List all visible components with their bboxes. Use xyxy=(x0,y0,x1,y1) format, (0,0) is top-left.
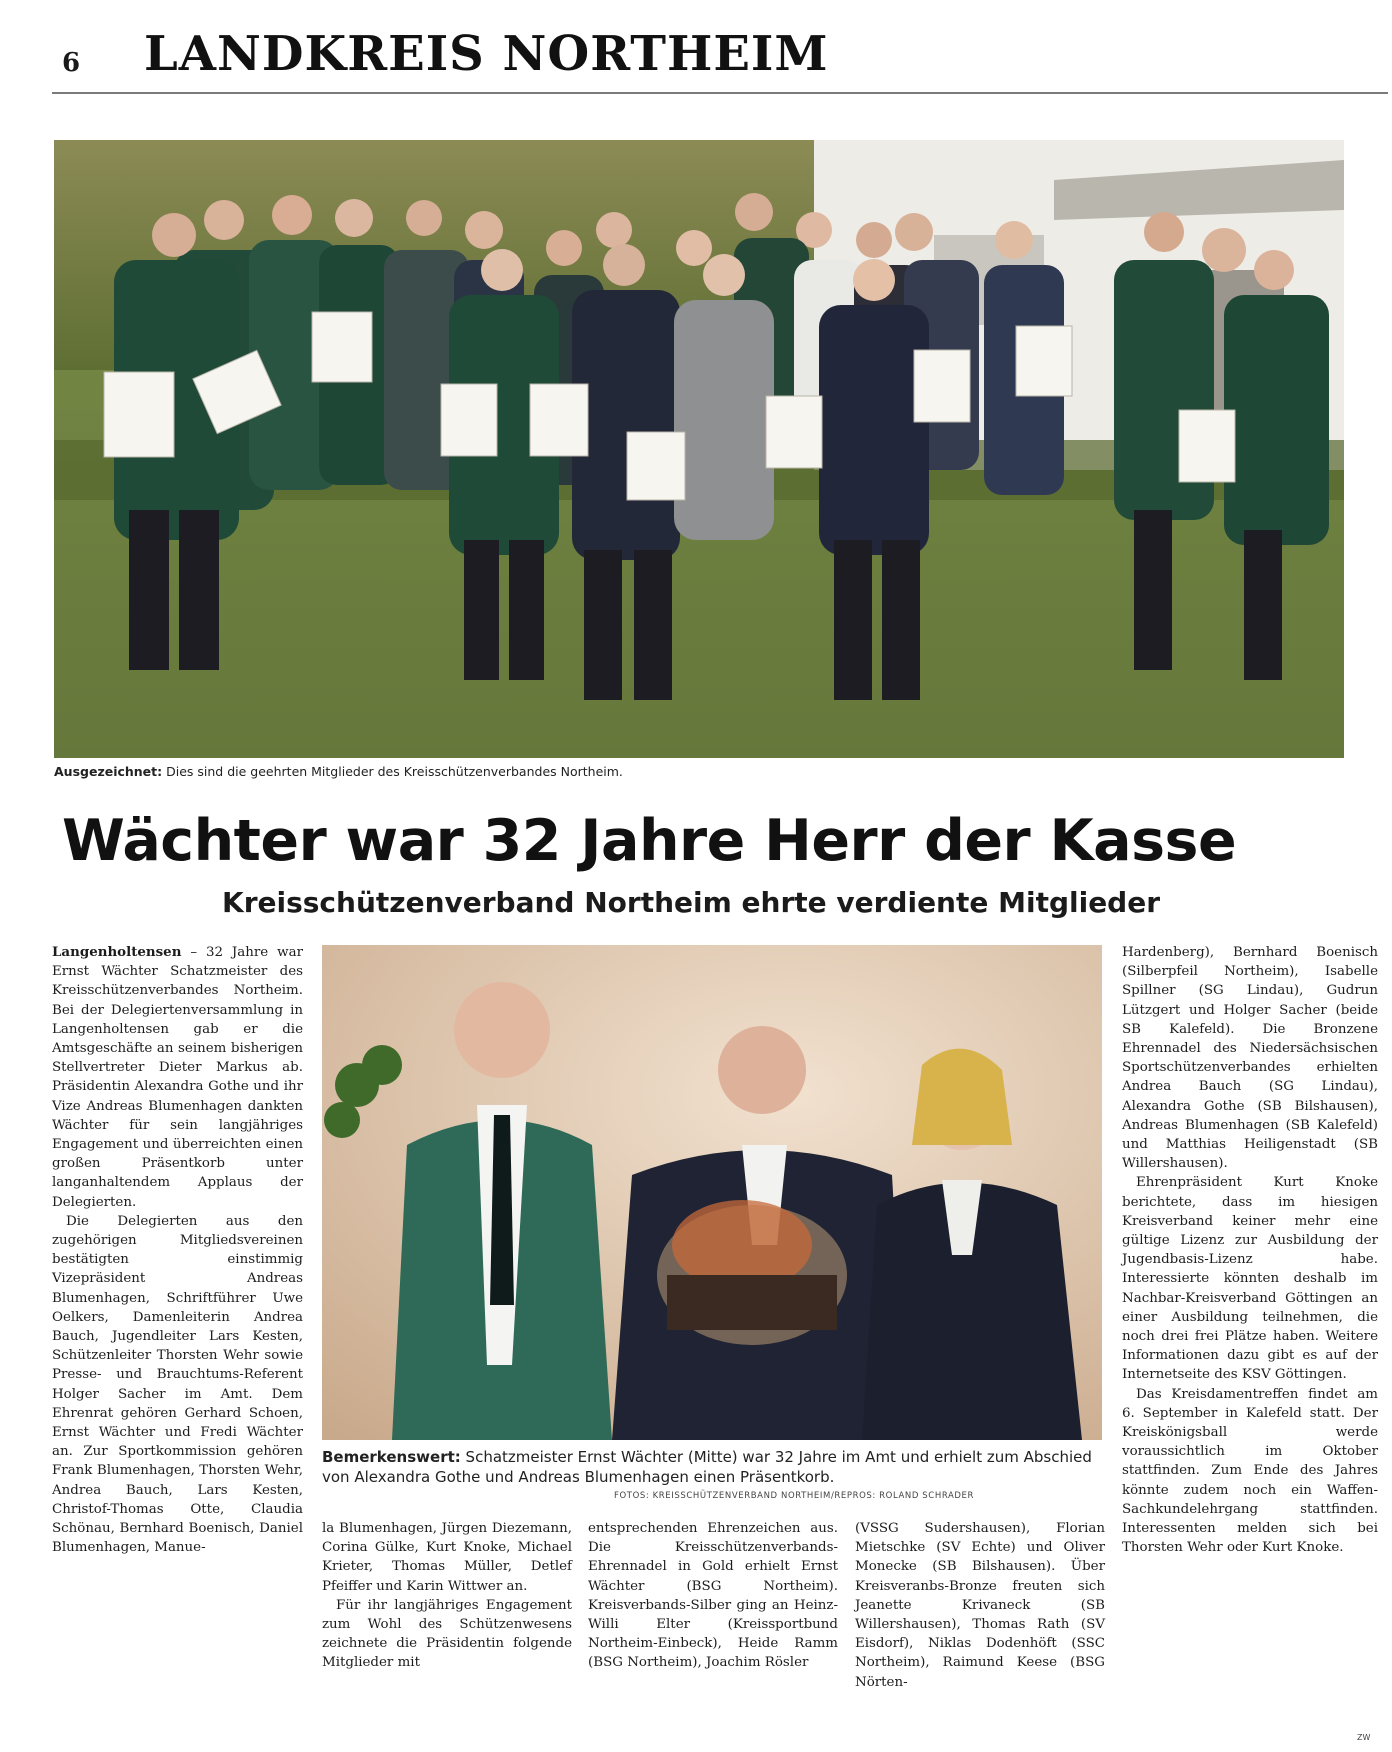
group-photo-illustration xyxy=(54,140,1344,758)
page-header xyxy=(52,18,1388,94)
award-photo xyxy=(322,945,1102,1440)
header-rule xyxy=(52,92,1388,94)
paragraph-text: – 32 Jahre war Ernst Wächter Schatzmeister des Kreisschützenverbandes Northeim. Bei der Delegiertenversammlung in Langenholtensen gab er die Amtsgeschäfte an seinem bisherigen Stellvertreter Dieter Markus ab. Präsidentin Alexandra Gothe und ihr Vize Andreas Blumenhagen dankten Wächter für sein langjähriges Engagement und überreichten einen großen Präsentkorb unter langanhaltendem Applaus der Delegierten. xyxy=(52,945,303,1210)
top-caption-lead: Ausgezeichnet: xyxy=(54,764,163,779)
dateline: Langenholtensen xyxy=(52,944,182,960)
article-subheadline: Kreisschützenverband Northeim ehrte verdiente Mitglieder xyxy=(222,886,1161,919)
paragraph: Ehrenpräsident Kurt Knoke berichtete, dass im hiesigen Kreisverband keiner mehr eine gültige Lizenz zur Ausbildung der Jugendbasis-Lizenz habe. Interessierte könnten deshalb im Nachbar-Kreisverband Göttingen an einer Ausbildung teilnehmen, die noch drei frei Plätze haben. Weitere Informationen dazu gibt es auf der Internetseite des KSV Göttingen. xyxy=(1122,1175,1378,1383)
paragraph: Das Kreisdamentreffen findet am 6. September in Kalefeld statt. Der Kreiskönigsball werde voraussichtlich im Oktober stattfinden. Zum Ende des Jahres könnte zudem noch ein Waffen-Sachkundelehrgang stattfinden. Interessenten melden sich bei Thorsten Wehr oder Kurt Knoke. xyxy=(1122,1386,1378,1556)
article-column-1 xyxy=(52,943,303,1558)
award-photo-illustration xyxy=(322,945,1102,1440)
bottom-caption-text: Schatzmeister Ernst Wächter (Mitte) war 32 Jahre im Amt und erhielt zum Abschied von Alexandra Gothe und Andreas Blumenhagen einen Präsentkorb. xyxy=(322,1448,1092,1486)
article-column-4 xyxy=(855,1519,1105,1692)
paragraph: la Blumenhagen, Jürgen Diezemann, Corina Gülke, Kurt Knoke, Michael Krieter, Thomas Müller, Detlef Pfeiffer und Karin Wittwer an. xyxy=(322,1521,572,1594)
article-column-5 xyxy=(1122,943,1378,1558)
paragraph: (VSSG Sudershausen), Florian Mietschke (SV Echte) und Oliver Monecke (SB Bilshausen). Über Kreisveranbs-Bronze freuten sich Jeanette Krivaneck (SB Willershausen), Thomas Rath (SV Eisdorf), Niklas Dodenhöft (SSC Northeim), Raimund Keese (BSG Nörten- xyxy=(855,1521,1105,1690)
paragraph: entsprechenden Ehrenzeichen aus. Die Kreisschützenverbands-Ehrennadel in Gold erhielt Ernst Wächter (BSG Northeim). Kreisverbands-Silber ging an Heinz-Willi Elter (Kreissportbund Northeim-Einbeck), Heide Ramm (BSG Northeim), Joachim Rösler xyxy=(588,1521,838,1671)
top-photo-caption xyxy=(54,764,623,779)
author-tag: ZW xyxy=(1357,1733,1371,1742)
paragraph: Hardenberg), Bernhard Boenisch (Silberpfeil Northeim), Isabelle Spillner (SG Lindau), Gudrun Lützgert und Holger Sacher (beide SB Kalefeld). Die Bronzene Ehrennadel des Niedersächsischen Sportschützenverbandes erhielten Andrea Bauch (SG Lindau), Alexandra Gothe (SB Bilshausen), Andreas Blumenhagen (SB Kalefeld) und Matthias Heiligenstadt (SB Willershausen). xyxy=(1122,945,1378,1172)
section-title: LANDKREIS NORTHEIM xyxy=(144,26,829,82)
top-caption-text: Dies sind die geehrten Mitglieder des Kreisschützenverbandes Northeim. xyxy=(166,764,623,779)
paragraph: Die Delegierten aus den zugehörigen Mitgliedsvereinen bestätigten einstimmig Vizepräsident Andreas Blumenhagen, Schriftführer Uwe Oelkers, Damenleiterin Andrea Bauch, Jugendleiter Lars Kesten, Schützenleiter Thorsten Wehr sowie Presse- und Brauchtums-Referent Holger Sacher im Amt. Dem Ehrenrat gehören Gerhard Schoen, Ernst Wächter und Fredi Wächter an. Zur Sportkommission gehören Frank Blumenhagen, Thorsten Wehr, Andrea Bauch, Lars Kesten, Christof-Thomas Otte, Claudia Schönau, Bernhard Boenisch, Daniel Blumenhagen, Manue- xyxy=(52,1213,303,1556)
article-column-3 xyxy=(588,1519,838,1673)
paragraph: Für ihr langjähriges Engagement zum Wohl des Schützenwesens zeichnete die Präsidentin folgende Mitglieder mit xyxy=(322,1597,572,1671)
article-column-2 xyxy=(322,1519,572,1673)
group-photo xyxy=(54,140,1344,758)
page-number: 6 xyxy=(62,48,81,78)
paragraph xyxy=(52,943,303,1212)
article-headline: Wächter war 32 Jahre Herr der Kasse xyxy=(62,808,1237,874)
photo-credit: FOTOS: KREISSCHÜTZENVERBAND NORTHEIM/REPROS: ROLAND SCHRADER xyxy=(614,1491,975,1501)
bottom-photo-caption xyxy=(322,1447,1106,1487)
bottom-caption-lead: Bemerkenswert: xyxy=(322,1448,461,1466)
